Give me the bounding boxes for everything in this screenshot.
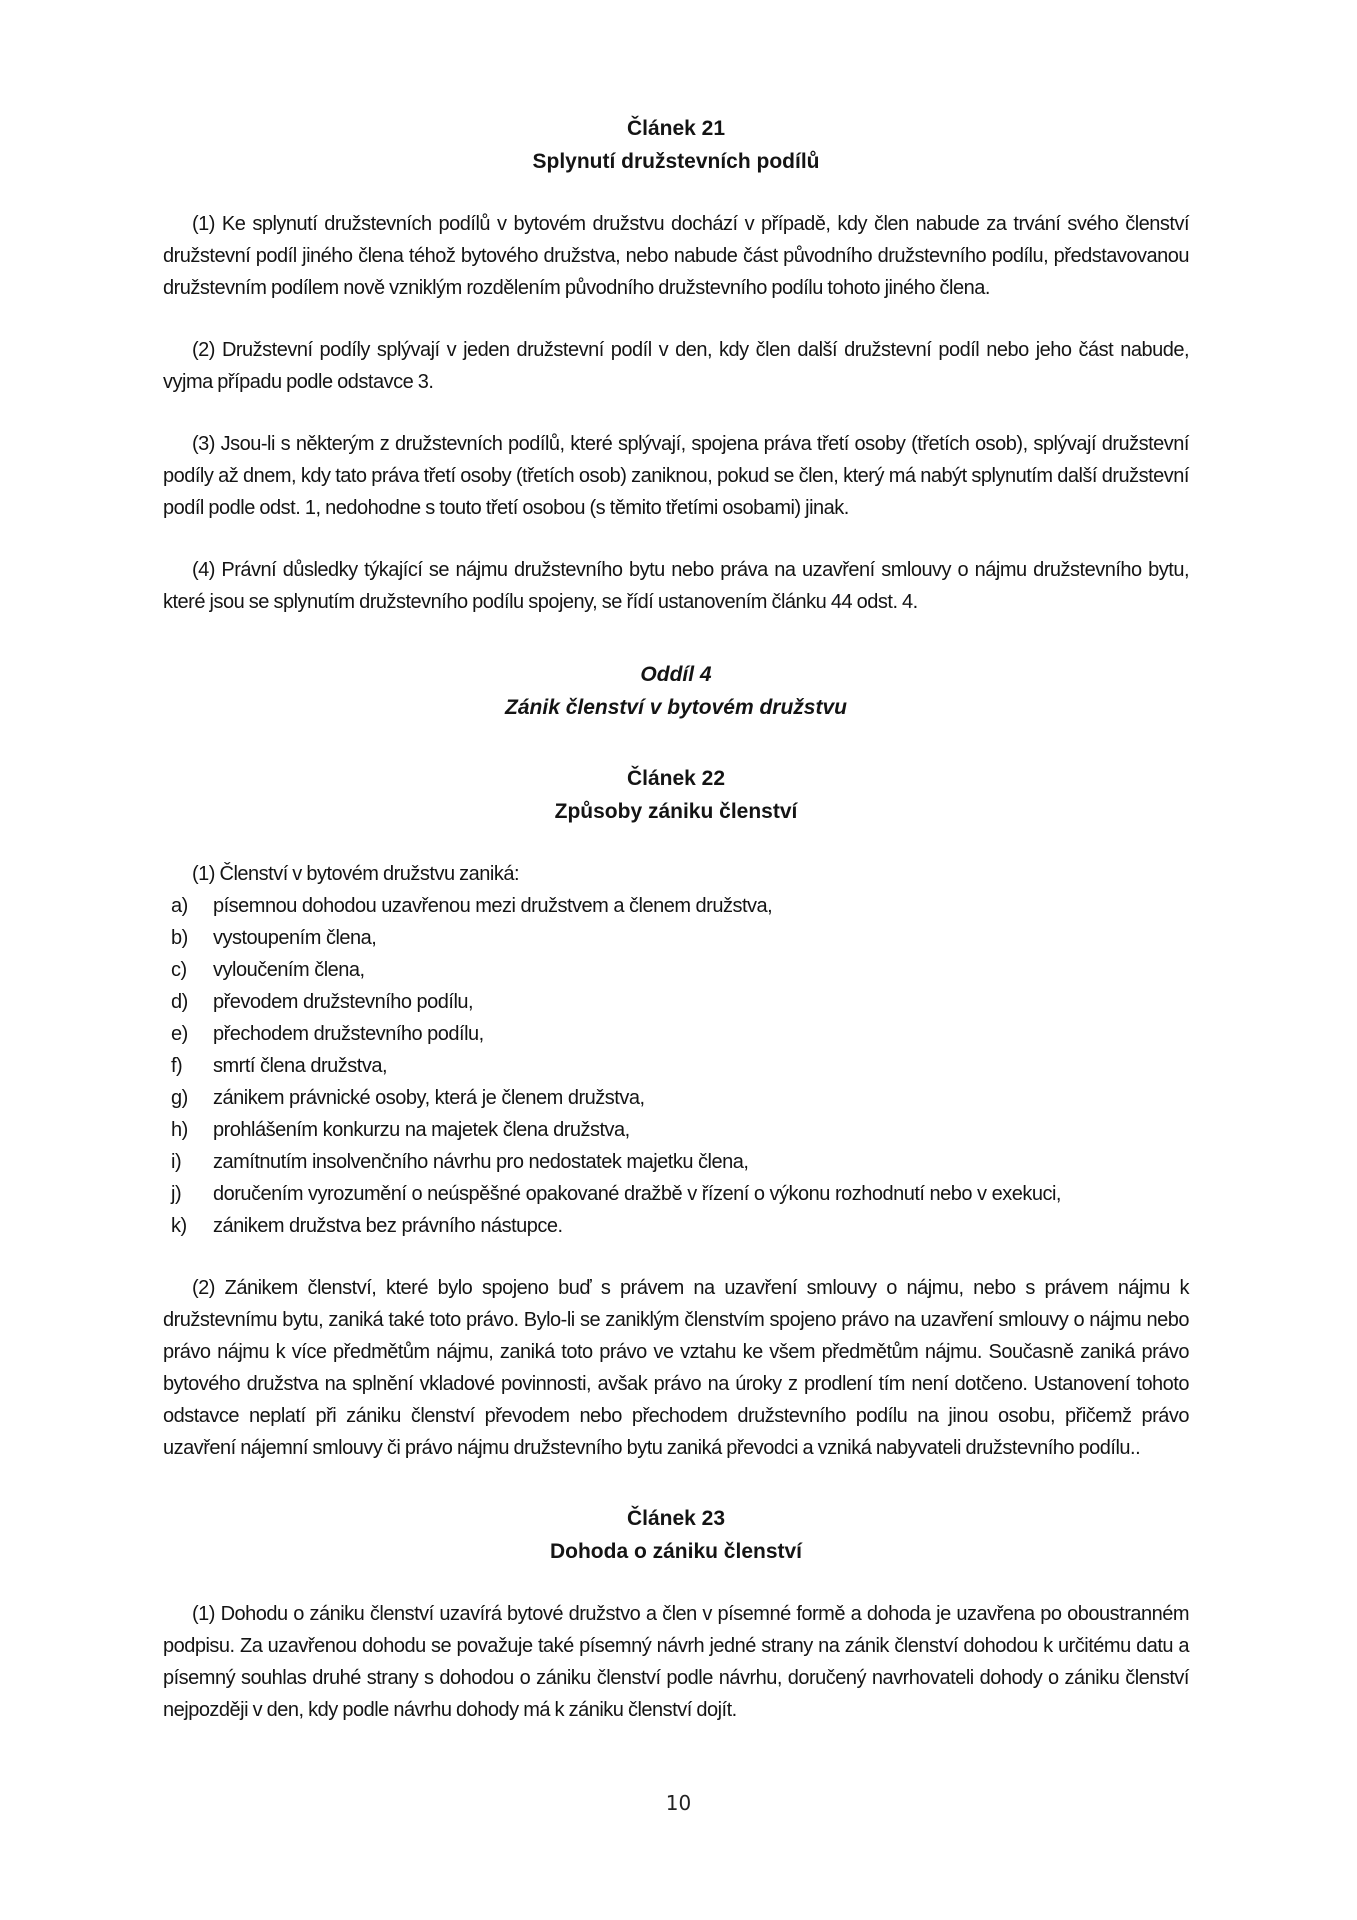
list-item <box>163 1146 1189 1178</box>
article-21-paragraph-4: (4) Právní důsledky týkající se nájmu družstevního bytu nebo práva na uzavření smlouvy o nájmu družstevního bytu, které jsou se splynutím družstevního podílu spojeny, se řídí ustanovením článku 44 odst. 4. <box>163 559 1189 613</box>
article-23-paragraph-1: (1) Dohodu o zániku členství uzavírá bytové družstvo a člen v písemné formě a dohoda je uzavřena po oboustranném podpisu. Za uzavřenou dohodu se považuje také písemný návrh jedné strany na zánik členství dohodou k určitému datu a písemný souhlas druhé strany s dohodou o zániku členství podle návrhu, doručený navrhovateli dohody o zániku členství nejpozději v den, kdy podle návrhu dohody má k zániku členství dojít. <box>163 1603 1189 1721</box>
section-4-number: Oddíl 4 <box>640 663 712 686</box>
list-item-label: i) <box>171 1151 182 1173</box>
list-item-label: k) <box>171 1215 187 1237</box>
list-item-text: vystoupením člena, <box>213 927 377 949</box>
list-item-text: písemnou dohodou uzavřenou mezi družstvem a členem družstva, <box>213 895 773 917</box>
list-item-label: g) <box>171 1087 188 1109</box>
list-item-text: zamítnutím insolvenčního návrhu pro nedostatek majetku člena, <box>213 1151 749 1173</box>
article-22-number: Článek 22 <box>626 767 726 790</box>
list-item-text: zánikem družstva bez právního nástupce. <box>213 1215 563 1237</box>
article-23-title: Dohoda o zániku členství <box>549 1540 803 1563</box>
list-item-text: přechodem družstevního podílu, <box>213 1023 484 1045</box>
section-4-title: Zánik členství v bytovém družstvu <box>505 696 847 719</box>
list-item-label: c) <box>171 959 187 981</box>
list-item-label: f) <box>171 1055 183 1077</box>
list-item <box>163 1018 1189 1050</box>
article-21-paragraph-1: (1) Ke splynutí družstevních podílů v bytovém družstvu dochází v případě, kdy člen nabude za trvání svého členství družstevní podíl jiného člena téhož bytového družstva, nebo nabude část původního družstevního podílu, představovanou družstevním podílem nově vzniklým rozdělením původního družstevního podílu tohoto jiného člena. <box>163 213 1189 299</box>
list-item <box>163 1178 1189 1210</box>
list-item <box>163 890 1189 922</box>
list-item <box>163 1114 1189 1146</box>
list-item <box>163 922 1189 954</box>
list-item-label: b) <box>171 927 188 949</box>
page-content <box>163 112 1189 1726</box>
page-number: 10 <box>665 1791 692 1815</box>
list-item <box>163 954 1189 986</box>
list-item-text: převodem družstevního podílu, <box>213 991 474 1013</box>
article-22-intro: (1) Členství v bytovém družstvu zaniká: <box>192 863 520 885</box>
list-item-text: vyloučením člena, <box>213 959 365 981</box>
list-item-text: doručením vyrozumění o neúspěšné opakované dražbě v řízení o výkonu rozhodnutí nebo v exekuci, <box>213 1183 1061 1205</box>
list-item-text: prohlášením konkurzu na majetek člena družstva, <box>213 1119 630 1141</box>
article-21-paragraph-3: (3) Jsou-li s některým z družstevních podílů, které splývají, spojena práva třetí osoby (třetích osob), splývají družstevní podíly až dnem, kdy tato práva třetí osoby (třetích osob) zaniknou, pokud se člen, který má nabýt splynutím další družstevní podíl podle odst. 1, nedohodne s touto třetí osobou (s těmito třetími osobami) jinak. <box>163 433 1189 519</box>
article-22-title: Způsoby zániku členství <box>554 800 798 823</box>
termination-list <box>163 890 1189 1242</box>
list-item <box>163 1050 1189 1082</box>
article-21-number: Článek 21 <box>626 117 726 140</box>
list-item-label: d) <box>171 991 188 1013</box>
article-22-paragraph-2: (2) Zánikem členství, které bylo spojeno buď s právem na uzavření smlouvy o nájmu, nebo s právem nájmu k družstevnímu bytu, zaniká také toto právo. Bylo-li se zaniklým členstvím spojeno právo na uzavření smlouvy o nájmu nebo právo nájmu k více předmětům nájmu, zaniká toto právo ve vztahu ke všem předmětům nájmu. Současně zaniká právo bytového družstva na splnění vkladové povinnosti, avšak právo na úroky z prodlení tím není dotčeno. Ustanovení tohoto odstavce neplatí při zániku členství převodem nebo přechodem družstevního podílu na jinou osobu, přičemž právo uzavření nájemní smlouvy či právo nájmu družstevního bytu zaniká převodci a vzniká nabyvateli družstevního podílu.. <box>163 1277 1189 1459</box>
article-21-title: Splynutí družstevních podílů <box>532 150 820 173</box>
list-item-label: j) <box>171 1183 182 1205</box>
article-21-paragraph-2: (2) Družstevní podíly splývají v jeden družstevní podíl v den, kdy člen další družstevní podíl nebo jeho část nabude, vyjma případu podle odstavce 3. <box>163 339 1189 393</box>
list-item <box>163 986 1189 1018</box>
list-item-label: a) <box>171 895 188 917</box>
list-item <box>163 1210 1189 1242</box>
list-item-text: zánikem právnické osoby, která je členem družstva, <box>213 1087 645 1109</box>
list-item-text: smrtí člena družstva, <box>213 1055 388 1077</box>
article-23-number: Článek 23 <box>626 1507 726 1530</box>
list-item-label: e) <box>171 1023 188 1045</box>
list-item <box>163 1082 1189 1114</box>
list-item-label: h) <box>171 1119 188 1141</box>
